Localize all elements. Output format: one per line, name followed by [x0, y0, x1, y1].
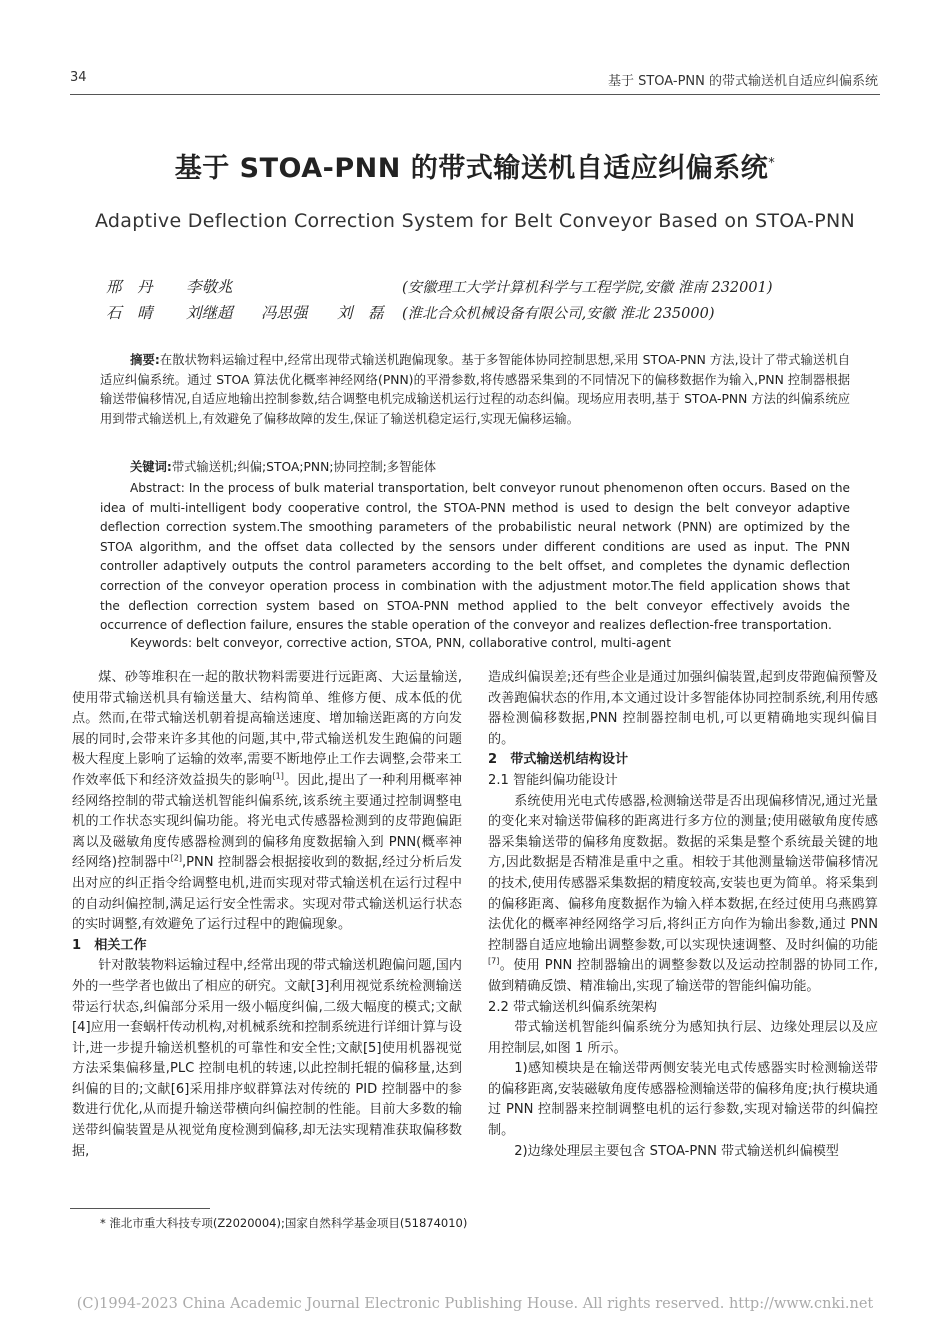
section-heading-2: 2 带式输送机结构设计	[488, 752, 629, 768]
section-heading-1: 1 相关工作	[72, 937, 147, 953]
keywords-zh-text: 带式输送机;纠偏;STOA;PNN;协同控制;多智能体	[171, 460, 436, 474]
text-run: ,PNN 控制器会根据接收到的数据,经过分析后发出对应的纠正指令给调整电机,进而实现对带式输送机在运行过程中的自动纠偏控制,满足运行安全性需求。实现对带式输送机运行状态的实时调整,有效避免了运行过程中的跑偏现象。	[72, 855, 462, 933]
abstract-en-label: Abstract:	[130, 481, 185, 495]
paragraph: 造成纠偏误差;还有些企业是通过加强纠偏装置,起到皮带跑偏预警及改善跑偏状态的作用,本文通过设计多智能体协同控制系统,利用传感器检测偏移数据,PNN 控制器控制电机,可以更精确地实现纠偏目的。	[488, 670, 878, 747]
abstract-en	[100, 479, 850, 636]
footnote-divider	[70, 1208, 210, 1209]
header-divider	[70, 94, 880, 95]
body-left-column	[72, 668, 462, 1162]
subsection-heading-2-1: 2.1 智能纠偏功能设计	[488, 772, 618, 788]
copyright-notice: (C)1994-2023 China Academic Journal Electronic Publishing House. All rights reserved. http://www.cnki.net	[76, 1296, 874, 1312]
keywords-en-text: belt conveyor, corrective action, STOA, PNN, collaborative control, multi-agent	[195, 636, 671, 650]
keywords-en	[130, 634, 850, 654]
paragraph: 1)感知模块是在输送带两侧安装光电式传感器实时检测输送带的偏移距离,安装磁敏角度传感器检测输送带的偏移角度;执行模块通过 PNN 控制器来控制调整电机的运行参数,实现对输送带的纠偏控制。	[488, 1061, 878, 1139]
title-footnote-marker: *	[768, 156, 776, 171]
abstract-zh-label: 摘要:	[130, 353, 160, 367]
author-name-4: 刘继超	[186, 304, 233, 322]
affiliation-1: (安徽理工大学计算机科学与工程学院,安徽 淮南 232001)	[402, 280, 773, 296]
paragraph: 针对散装物料运输过程中,经常出现的带式输送机跑偏问题,国内外的一些学者也做出了相应的研究。文献[3]利用视觉系统检测输送带运行状态,纠偏部分采用一级小幅度纠偏,二级大幅度的模式;文献[4]应用一套蜗杆传动机构,对机械系统和控制系统进行详细计算与设计,进一步提升输送机整机的可靠性和安全性;文献[5]使用机器视觉方法采集偏移量,PLC 控制电机的转速,以此控制托辊的偏移量,达到纠偏的目的;文献[6]采用排序蚁群算法对传统的 PID 控制器中的参数进行优化,从而提升输送带横向纠偏控制的性能。目前大多数的输送带纠偏装置是从视觉角度检测到偏移,却无法实现精准获取偏移数据,	[72, 958, 462, 1159]
author-name-6: 刘 磊	[337, 304, 384, 322]
text-run: 。因此,提出了一种利用概率神经网络控制的带式输送机智能纠偏系统,该系统主要通过控制调整电机的工作状态实现纠偏功能。将光电式传感器检测到的皮带跑偏距离以及磁敏角度传感器检测到的偏移角度数据输入到 PNN(概率神经网络)控制器中	[72, 772, 463, 871]
citation: [2]	[170, 853, 182, 863]
abstract-zh	[100, 351, 850, 429]
keywords-zh	[130, 458, 850, 478]
affiliation-2: (淮北合众机械设备有限公司,安徽 淮北 235000)	[402, 306, 715, 322]
page-number: 34	[70, 70, 87, 85]
body-right-column	[488, 668, 878, 1162]
paper-title-text: 基于 STOA-PNN 的带式输送机自适应纠偏系统	[174, 153, 769, 184]
text-run: 系统使用光电式传感器,检测输送带是否出现偏移情况,通过光量的变化来对输送带偏移的距离进行多方位的测量;使用磁敏角度传感器采集输送带的偏移角度数据。数据的采集是整个系统最关键的地方,因此数据是否精准是重中之重。相较于其他测量输送带偏移情况的技术,使用传感器采集数据的精度较高,安装也更为简单。将采集到的偏移距离、偏移角度数据作为输入样本数据,在经过使用乌燕鸥算法优化的概率神经网络学习后,将纠正方向作为输出参数,通过 PNN 控制器自适应地输出调整参数,可以实现快速调整、及时纠偏的功能	[488, 793, 878, 953]
paragraph: 2)边缘处理层主要包含 STOA-PNN 带式输送机纠偏模型	[514, 1143, 839, 1159]
subsection-heading-2-2: 2.2 带式输送机纠偏系统架构	[488, 999, 658, 1015]
paper-title-en: Adaptive Deflection Correction System for Belt Conveyor Based on STOA-PNN	[94, 210, 856, 232]
author-name-5: 冯思强	[261, 304, 308, 322]
author-name-1: 邢 丹	[106, 278, 153, 296]
running-title: 基于 STOA-PNN 的带式输送机自适应纠偏系统	[607, 74, 878, 89]
author-name-3: 石 晴	[106, 304, 153, 322]
citation: [7]	[488, 956, 500, 966]
paragraph	[72, 668, 462, 936]
abstract-en-text: In the process of bulk material transportation, belt conveyor runout phenomenon often occurs. Based on the idea of multi-intelligent body cooperative control, the STOA-PNN method is used to design the belt conveyor adaptive deflection correction system.The smoothing parameters of the probabilistic neural network (PNN) are optimized by the STOA algorithm, and the offset data collected by the sensors under different conditions are used as input. The PNN controller adaptively outputs the control parameters according to the belt offset, and completes the dynamic deflection correction of the conveyor operation process in combination with the adjustment motor.The field application shows that the deflection correction system based on STOA-PNN method applied to the belt conveyor effectively avoids the occurrence of deflection failure, ensures the stable operation of the conveyor and realizes deflection-free transportation.	[100, 481, 850, 633]
citation: [1]	[272, 771, 284, 781]
footnote: * 淮北市重大科技专项(Z2020004);国家自然科学基金项目(51874010)	[100, 1216, 468, 1230]
paragraph	[488, 792, 878, 998]
text-run: 。使用 PNN 控制器输出的调整参数以及运动控制器的协同工作,做到精确反馈、精准输出,实现了输送带的智能纠偏功能。	[488, 958, 878, 994]
paper-title	[0, 146, 950, 185]
text-run: 煤、砂等堆积在一起的散状物料需要进行远距离、大运量输送,使用带式输送机具有输送量大、结构简单、维修方便、成本低的优点。然而,在带式输送机朝着提高输送速度、增加输送距离的方向发展的同时,会带来许多其他的问题,其中,带式输送机发生跑偏的问题极大程度上影响了运输的效率,需要不断地停止工作去调整,会带来工作效率低下和经济效益损失的影响	[72, 670, 462, 788]
keywords-en-label: Keywords:	[130, 636, 193, 650]
keywords-zh-label: 关键词:	[130, 460, 172, 474]
author-name-2: 李敬兆	[186, 278, 233, 296]
paragraph: 带式输送机智能纠偏系统分为感知执行层、边缘处理层以及应用控制层,如图 1 所示。	[488, 1020, 878, 1056]
abstract-zh-text: 在散状物料运输过程中,经常出现带式输送机跑偏现象。基于多智能体协同控制思想,采用 STOA-PNN 方法,设计了带式输送机自适应纠偏系统。通过 STOA 算法优化概率神经网络(PNN)的平滑参数,将传感器采集到的不同情况下的偏移数据作为输入,PNN 控制器根据输送带偏移情况,自适应地输出控制参数,结合调整电机完成输送机运行过程的动态纠偏。现场应用表明,基于 STOA-PNN 方法的纠偏系统应用到带式输送机上,有效避免了偏移故障的发生,保证了输送机稳定运行,实现无偏移运输。	[100, 353, 851, 426]
